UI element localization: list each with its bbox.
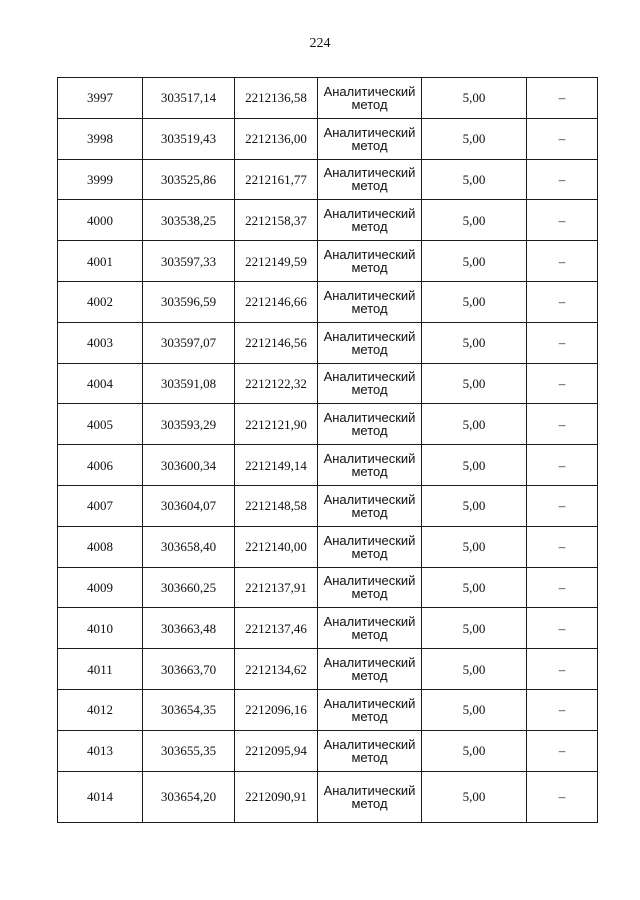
method-cell (318, 118, 422, 159)
table-row (58, 608, 598, 649)
method-line-2: метод (351, 586, 388, 602)
x-coordinate-cell: 303538,25 (143, 200, 235, 241)
method-line-2: метод (351, 260, 388, 276)
x-coordinate-cell: 303660,25 (143, 567, 235, 608)
table-row (58, 241, 598, 282)
accuracy-value-cell: 5,00 (422, 445, 527, 486)
accuracy-value-cell: 5,00 (422, 159, 527, 200)
table-row (58, 159, 598, 200)
accuracy-value-cell: 5,00 (422, 118, 527, 159)
dash-cell (527, 730, 598, 771)
accuracy-value-cell: 5,00 (422, 608, 527, 649)
method-line-1: Аналитический (323, 83, 416, 99)
point-number-cell: 3999 (58, 159, 143, 200)
x-coordinate-cell: 303654,20 (143, 771, 235, 822)
dash-cell (527, 485, 598, 526)
method-line-1: Аналитический (323, 165, 416, 181)
method-line-2: метод (351, 300, 388, 316)
table-row (58, 526, 598, 567)
dash-cell (527, 200, 598, 241)
method-cell (318, 241, 422, 282)
method-cell (318, 445, 422, 486)
method-line-1: Аналитический (323, 410, 416, 426)
method-cell (318, 730, 422, 771)
dash-mark: – (558, 90, 566, 106)
page-number: 224 (309, 36, 331, 51)
table-row (58, 78, 598, 119)
method-line-2: метод (351, 96, 388, 112)
method-line-1: Аналитический (323, 451, 416, 467)
y-coordinate-cell: 2212134,62 (235, 649, 318, 690)
method-line-1: Аналитический (323, 287, 416, 303)
method-line-1: Аналитический (323, 369, 416, 385)
method-line-2: метод (351, 137, 388, 153)
method-line-1: Аналитический (323, 124, 416, 140)
accuracy-value-cell: 5,00 (422, 363, 527, 404)
y-coordinate-cell: 2212121,90 (235, 404, 318, 445)
method-cell (318, 485, 422, 526)
method-line-1: Аналитический (323, 491, 416, 507)
point-number-cell: 4008 (58, 526, 143, 567)
dash-mark: – (558, 498, 566, 514)
table-row (58, 118, 598, 159)
method-line-2: метод (351, 708, 388, 724)
dash-mark: – (558, 294, 566, 310)
dash-mark: – (558, 702, 566, 718)
y-coordinate-cell: 2212095,94 (235, 730, 318, 771)
point-number-cell: 4000 (58, 200, 143, 241)
method-line-2: метод (351, 545, 388, 561)
x-coordinate-cell: 303525,86 (143, 159, 235, 200)
table-row (58, 404, 598, 445)
table-row (58, 322, 598, 363)
accuracy-value-cell: 5,00 (422, 526, 527, 567)
method-cell (318, 159, 422, 200)
x-coordinate-cell: 303597,33 (143, 241, 235, 282)
accuracy-value-cell: 5,00 (422, 567, 527, 608)
accuracy-value-cell: 5,00 (422, 78, 527, 119)
y-coordinate-cell: 2212149,59 (235, 241, 318, 282)
dash-mark: – (558, 620, 566, 636)
accuracy-value-cell: 5,00 (422, 241, 527, 282)
x-coordinate-cell: 303604,07 (143, 485, 235, 526)
x-coordinate-cell: 303658,40 (143, 526, 235, 567)
method-cell (318, 526, 422, 567)
method-cell (318, 689, 422, 730)
dash-mark: – (558, 539, 566, 555)
point-number-cell: 3998 (58, 118, 143, 159)
method-line-2: метод (351, 668, 388, 684)
y-coordinate-cell: 2212122,32 (235, 363, 318, 404)
dash-cell (527, 281, 598, 322)
x-coordinate-cell: 303600,34 (143, 445, 235, 486)
dash-cell (527, 689, 598, 730)
point-number-cell: 4013 (58, 730, 143, 771)
dash-cell (527, 241, 598, 282)
method-line-1: Аналитический (323, 573, 416, 589)
method-line-2: метод (351, 382, 388, 398)
point-number-cell: 4005 (58, 404, 143, 445)
method-line-2: метод (351, 795, 388, 811)
method-cell (318, 771, 422, 822)
accuracy-value-cell: 5,00 (422, 200, 527, 241)
table-row (58, 567, 598, 608)
method-cell (318, 404, 422, 445)
table-row (58, 485, 598, 526)
method-cell (318, 281, 422, 322)
table-row (58, 445, 598, 486)
method-cell (318, 78, 422, 119)
method-line-1: Аналитический (323, 695, 416, 711)
dash-cell (527, 322, 598, 363)
point-number-cell: 4012 (58, 689, 143, 730)
y-coordinate-cell: 2212090,91 (235, 771, 318, 822)
dash-mark: – (558, 375, 566, 391)
y-coordinate-cell: 2212137,91 (235, 567, 318, 608)
dash-cell (527, 159, 598, 200)
x-coordinate-cell: 303593,29 (143, 404, 235, 445)
dash-mark: – (558, 335, 566, 351)
dash-mark: – (558, 579, 566, 595)
dash-cell (527, 118, 598, 159)
coordinates-table (57, 77, 598, 823)
dash-mark: – (558, 661, 566, 677)
dash-cell (527, 771, 598, 822)
dash-cell (527, 363, 598, 404)
dash-mark: – (558, 212, 566, 228)
method-cell (318, 567, 422, 608)
dash-mark: – (558, 743, 566, 759)
dash-cell (527, 567, 598, 608)
method-cell (318, 322, 422, 363)
dash-mark: – (558, 253, 566, 269)
method-line-1: Аналитический (323, 206, 416, 222)
table-row (58, 689, 598, 730)
point-number-cell: 4004 (58, 363, 143, 404)
method-cell (318, 608, 422, 649)
method-cell (318, 649, 422, 690)
point-number-cell: 4009 (58, 567, 143, 608)
method-line-1: Аналитический (323, 782, 416, 798)
accuracy-value-cell: 5,00 (422, 771, 527, 822)
dash-cell (527, 404, 598, 445)
accuracy-value-cell: 5,00 (422, 322, 527, 363)
point-number-cell: 4001 (58, 241, 143, 282)
x-coordinate-cell: 303663,70 (143, 649, 235, 690)
accuracy-value-cell: 5,00 (422, 730, 527, 771)
y-coordinate-cell: 2212140,00 (235, 526, 318, 567)
accuracy-value-cell: 5,00 (422, 649, 527, 690)
y-coordinate-cell: 2212146,56 (235, 322, 318, 363)
method-line-2: метод (351, 749, 388, 765)
y-coordinate-cell: 2212148,58 (235, 485, 318, 526)
method-line-2: метод (351, 504, 388, 520)
point-number-cell: 4010 (58, 608, 143, 649)
y-coordinate-cell: 2212161,77 (235, 159, 318, 200)
x-coordinate-cell: 303517,14 (143, 78, 235, 119)
table-row (58, 649, 598, 690)
dash-cell (527, 608, 598, 649)
accuracy-value-cell: 5,00 (422, 281, 527, 322)
dash-cell (527, 649, 598, 690)
x-coordinate-cell: 303654,35 (143, 689, 235, 730)
dash-cell (527, 526, 598, 567)
y-coordinate-cell: 2212096,16 (235, 689, 318, 730)
table-row (58, 730, 598, 771)
dash-cell (527, 445, 598, 486)
point-number-cell: 4003 (58, 322, 143, 363)
dash-mark: – (558, 457, 566, 473)
accuracy-value-cell: 5,00 (422, 485, 527, 526)
method-line-2: метод (351, 464, 388, 480)
y-coordinate-cell: 2212149,14 (235, 445, 318, 486)
point-number-cell: 4006 (58, 445, 143, 486)
dash-mark: – (558, 131, 566, 147)
table-row (58, 281, 598, 322)
method-line-1: Аналитический (323, 247, 416, 263)
x-coordinate-cell: 303596,59 (143, 281, 235, 322)
method-cell (318, 363, 422, 404)
x-coordinate-cell: 303519,43 (143, 118, 235, 159)
dash-mark: – (558, 789, 566, 805)
method-line-1: Аналитический (323, 328, 416, 344)
method-line-2: метод (351, 219, 388, 235)
method-line-2: метод (351, 341, 388, 357)
x-coordinate-cell: 303591,08 (143, 363, 235, 404)
point-number-cell: 4007 (58, 485, 143, 526)
dash-cell (527, 78, 598, 119)
y-coordinate-cell: 2212137,46 (235, 608, 318, 649)
table-row (58, 200, 598, 241)
method-line-2: метод (351, 178, 388, 194)
accuracy-value-cell: 5,00 (422, 689, 527, 730)
method-line-2: метод (351, 423, 388, 439)
x-coordinate-cell: 303663,48 (143, 608, 235, 649)
y-coordinate-cell: 2212158,37 (235, 200, 318, 241)
y-coordinate-cell: 2212136,58 (235, 78, 318, 119)
y-coordinate-cell: 2212136,00 (235, 118, 318, 159)
method-line-1: Аналитический (323, 532, 416, 548)
dash-mark: – (558, 416, 566, 432)
x-coordinate-cell: 303597,07 (143, 322, 235, 363)
method-cell (318, 200, 422, 241)
dash-mark: – (558, 171, 566, 187)
y-coordinate-cell: 2212146,66 (235, 281, 318, 322)
point-number-cell: 3997 (58, 78, 143, 119)
method-line-1: Аналитический (323, 614, 416, 630)
method-line-2: метод (351, 627, 388, 643)
table-row (58, 771, 598, 822)
accuracy-value-cell: 5,00 (422, 404, 527, 445)
point-number-cell: 4014 (58, 771, 143, 822)
method-line-1: Аналитический (323, 655, 416, 671)
point-number-cell: 4002 (58, 281, 143, 322)
point-number-cell: 4011 (58, 649, 143, 690)
table-row (58, 363, 598, 404)
coordinates-table-body (58, 78, 598, 823)
x-coordinate-cell: 303655,35 (143, 730, 235, 771)
method-line-1: Аналитический (323, 736, 416, 752)
